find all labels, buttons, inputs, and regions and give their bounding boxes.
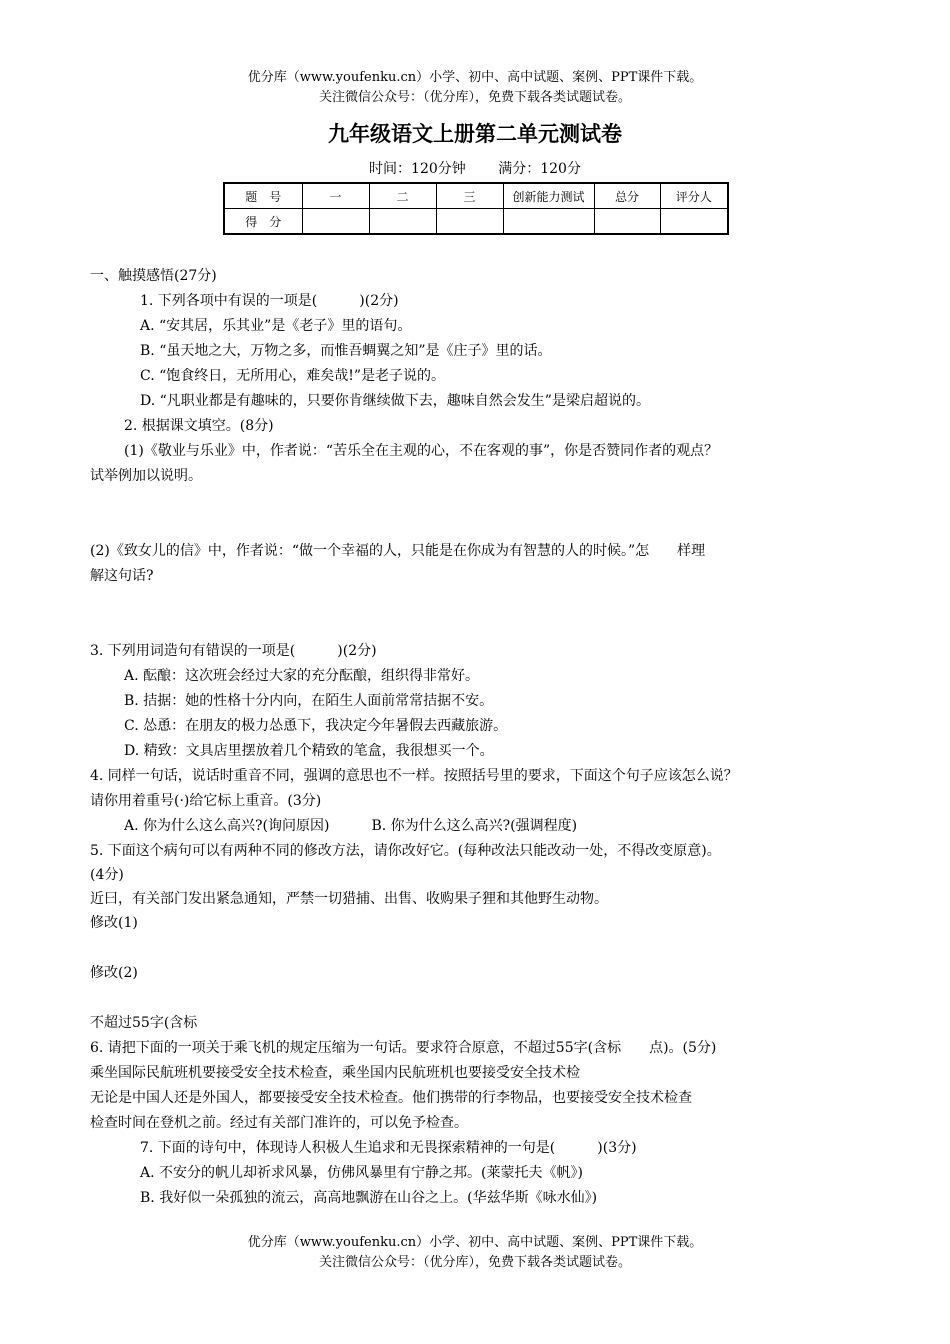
score-cell-blank[interactable]	[369, 209, 436, 235]
footer-line-2: 关注微信公众号：（优分库），免费下载各类试题试卷。	[318, 1255, 631, 1270]
stray-text: 不超过55字(含标	[90, 1015, 198, 1031]
option-1a: A. “安其居，乐其业”是《老子》里的语句。	[140, 318, 412, 334]
score-cell-blank[interactable]	[660, 209, 728, 235]
score-table-score-row	[224, 209, 728, 235]
score-header-cell: 三	[436, 183, 503, 209]
page-title: 九年级语文上册第二单元测试卷	[328, 121, 622, 146]
question-5-fix-1: 修改(1)	[90, 915, 138, 931]
question-6-line-1: 6. 请把下面的一项关于乘飞机的规定压缩为一句话。要求符合原意，不超过55字(含标 点)。(5分)	[90, 1040, 717, 1056]
option-3b: B. 拮据：她的性格十分内向，在陌生人面前常常拮据不安。	[124, 693, 494, 709]
score-cell-blank[interactable]	[302, 209, 369, 235]
option-3d: D. 精致：文具店里摆放着几个精致的笔盒，我很想买一个。	[124, 743, 494, 759]
exam-full-score: 满分：120分	[498, 161, 581, 177]
score-table-header-row	[224, 183, 728, 209]
header-line-2: 关注微信公众号：（优分库），免费下载各类试题试卷。	[318, 90, 631, 105]
option-1b: B. “虽天地之大，万物之多，而惟吾蜩翼之知”是《庄子》里的话。	[140, 343, 552, 359]
question-2-2-line-2: 解这句话?	[90, 568, 154, 584]
question-1: 1. 下列各项中有误的一项是( )(2分)	[140, 293, 399, 309]
question-4-line-1: 4. 同样一句话，说话时重音不同，强调的意思也不一样。按照括号里的要求，下面这个句子应该怎么说？	[90, 768, 738, 784]
option-1d: D. “凡职业都是有趣味的，只要你肯继续做下去，趣味自然会发生”是梁启超说的。	[140, 393, 650, 409]
score-header-cell: 创新能力测试	[503, 183, 594, 209]
question-7: 7. 下面的诗句中，体现诗人积极人生追求和无畏探索精神的一句是( )(3分)	[140, 1140, 637, 1156]
question-6-line-4: 检查时间在登机之前。经过有关部门准许的，可以免予检查。	[90, 1115, 468, 1131]
score-header-cell: 题 号	[224, 183, 302, 209]
question-4-line-2: 请你用着重号(·)给它标上重音。(3分)	[90, 793, 322, 809]
question-5-fix-2: 修改(2)	[90, 965, 138, 981]
option-7a: A. 不安分的帆儿却祈求风暴，仿佛风暴里有宁静之邦。(莱蒙托夫《帆》)	[140, 1165, 583, 1181]
exam-time: 时间：120分钟	[369, 161, 466, 177]
question-2: 2. 根据课文填空。(8分)	[124, 418, 274, 434]
question-6-line-2: 乘坐国际民航班机要接受安全技术检查，乘坐国内民航班机也要接受安全技术检	[90, 1065, 580, 1081]
score-cell-blank[interactable]	[503, 209, 594, 235]
exam-meta	[0, 158, 950, 178]
score-header-cell: 总分	[594, 183, 660, 209]
score-header-cell: 评分人	[660, 183, 728, 209]
footer-line-1: 优分库（www.youfenku.cn）小学、初中、高中试题、案例、PPT课件下载。	[247, 1235, 703, 1250]
question-6-line-3: 无论是中国人还是外国人，都要接受安全技术检查。他们携带的行李物品，也要接受安全技术检查	[90, 1090, 692, 1106]
score-header-cell: 一	[302, 183, 369, 209]
header-line-1: 优分库（www.youfenku.cn）小学、初中、高中试题、案例、PPT课件下载。	[247, 70, 703, 85]
question-2-1-line-1: (1)《敬业与乐业》中，作者说：“苦乐全在主观的心，不在客观的事”，你是否赞同作者的观点？	[124, 443, 719, 459]
question-2-2-line-1: (2)《致女儿的信》中，作者说：“做一个幸福的人，只能是在你成为有智慧的人的时候。”怎 样理	[90, 543, 706, 559]
question-3: 3. 下列用词造句有错误的一项是( )(2分)	[90, 643, 377, 659]
option-7b: B. 我好似一朵孤独的流云，高高地飘游在山谷之上。(华兹华斯《咏水仙》)	[140, 1190, 598, 1206]
question-5-line-2: (4分)	[90, 867, 124, 883]
question-5-line-1: 5. 下面这个病句可以有两种不同的修改方法，请你改好它。(每种改法只能改动一处，不得改变原意)。	[90, 843, 721, 859]
option-1c: C. “饱食终日，无所用心，难矣哉!”是老子说的。	[140, 368, 446, 384]
score-row-label: 得 分	[224, 209, 302, 235]
option-3c: C. 怂恿：在朋友的极力怂恿下，我决定今年暑假去西藏旅游。	[124, 718, 508, 734]
question-4-options: A. 你为什么这么高兴?(询问原因) B. 你为什么这么高兴?(强调程度)	[124, 818, 578, 834]
score-cell-blank[interactable]	[594, 209, 660, 235]
score-cell-blank[interactable]	[436, 209, 503, 235]
option-3a: A. 酝酿：这次班会经过大家的充分酝酿，组织得非常好。	[124, 668, 480, 684]
question-5-sentence: 近曰，有关部门发出紧急通知，严禁一切猎捕、出售、收购果子狸和其他野生动物。	[90, 891, 608, 907]
score-header-cell: 二	[369, 183, 436, 209]
section-heading: 一、触摸感悟(27分)	[90, 268, 217, 284]
score-table	[223, 182, 729, 235]
question-2-1-line-2: 试举例加以说明。	[90, 468, 202, 484]
